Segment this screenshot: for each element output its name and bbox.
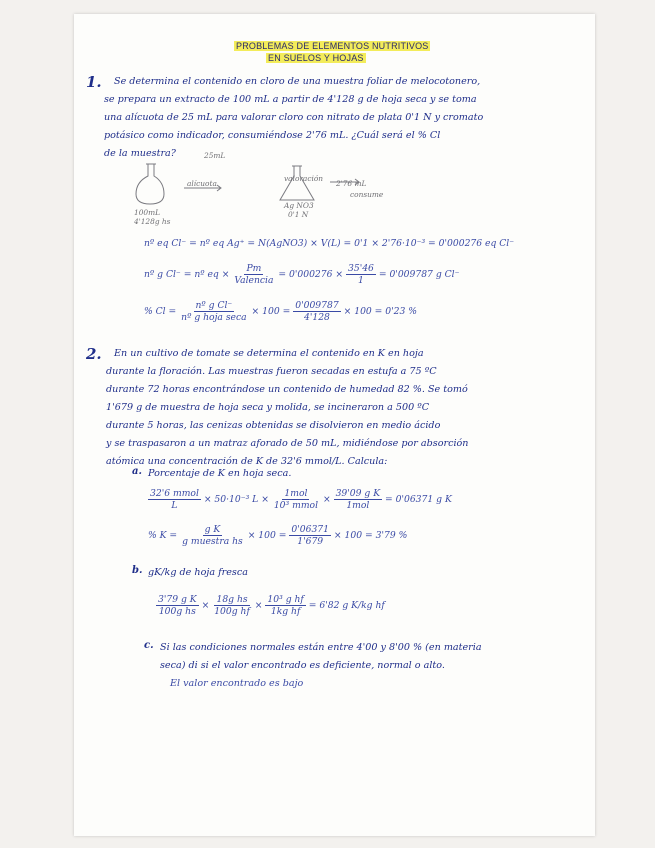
problem-1-line-4: potásico como indicador, consumiéndose 2'76 mL. ¿Cuál será el % Cl [104,130,441,141]
problem-1-eq-1: nº eq Cl⁻ = nº eq Ag⁺ = N(AgNO3) × V(L) = 0'1 × 2'76·10⁻³ = 0'000276 eq Cl⁻ [144,238,515,249]
diagram-aliquot-label: alícuota [187,179,217,188]
problem-1-line-1: Se determina el contenido en cloro de una muestra foliar de melocotonero, [114,76,481,87]
problem-2-line-3: durante 72 horas encontrándose un contenido de humedad 82 %. Se tomó [106,384,468,395]
problem-1-number: 1. [86,73,102,91]
diagram-valoracion-label: valoración [284,174,324,183]
part-c-line-1: Si las condiciones normales están entre 4'00 y 8'00 % (en materia [160,642,482,653]
problem-1-eq-2: nº g Cl⁻ = nº eq × $\frac{Pm}{\text{Valencia}}$ = 0'000276 × $\frac{35'46}{1}$ = 0'009787 g Cl⁻ [144,263,460,286]
diagram-reagent-2: 0'1 N [288,210,309,219]
diagram-flask-label-1: 100mL [134,208,161,217]
part-b-label: b. [132,565,143,576]
part-c-label: c. [144,640,154,651]
part-a-label: a. [132,466,142,477]
part-a-eq-2: % K = $\frac{\text{g K}}{\text{g muestra hs}}$ × 100 = $\frac{0'06371}{1'679}$ × 100 = 3'79 % [148,524,408,547]
problem-2-line-6: y se traspasaron a un matraz aforado de 50 mL, midiéndose por absorción [106,438,469,449]
problem-2-line-2: durante la floración. Las muestras fueron secadas en estufa a 75 ºC [106,366,437,377]
title-line-2: EN SUELOS Y HOJAS [268,53,364,63]
problem-2-line-7: atómica una concentración de K de 32'6 mmol/L. Calcula: [106,456,388,467]
problem-2-number: 2. [86,345,102,363]
diagram-flask-label-2: 4'128g hs [134,217,171,226]
diagram-reagent-1: Ag NO3 [284,201,314,210]
title-line-1: PROBLEMAS DE ELEMENTOS NUTRITIVOS [236,41,429,51]
notebook-page [74,14,595,836]
problem-1-line-2: se prepara un extracto de 100 mL a partir de 4'128 g de hoja seca y se toma [104,94,477,105]
part-a-text: Porcentaje de K en hoja seca. [148,468,292,479]
problem-2-line-5: durante 5 horas, las cenizas obtenidas se disolvieron en medio ácido [106,420,441,431]
part-c-answer: El valor encontrado es bajo [170,678,304,689]
part-a-eq-1: $\frac{\text{32'6 mmol}}{L}$ × 50·10⁻³ L × $\frac{\text{1mol}}{\text{10³ mmol}}$ × $\frac{\text{39'09 g K}}{\text{1mol}}$ = 0'06371 g K [150,488,452,511]
diagram-25ml-label: 25mL [204,151,226,160]
part-b-eq: $\frac{\text{3'79 g K}}{\text{100g hs}}$ × $\frac{\text{18g hs}}{\text{100g hf}}$ × $\frac{\text{10³ g hf}}{\text{1kg hf}}$ = 6'82 g K/kg hf [158,594,385,617]
diagram-consume-1: 2'76 mL [336,179,367,188]
problem-1-line-3: una alícuota de 25 mL para valorar cloro con nitrato de plata 0'1 N y cromato [104,112,484,123]
problem-1-line-5: de la muestra? [104,148,176,159]
problem-1-eq-3: % Cl = $\frac{\text{nº g Cl⁻}}{\text{nº g hoja seca}}$ × 100 = $\frac{0'009787}{4'128}$ × 100 = 0'23 % [144,300,418,323]
problem-2-line-4: 1'679 g de muestra de hoja seca y molida, se incineraron a 500 ºC [106,402,430,413]
part-b-text: gK/kg de hoja fresca [148,567,248,578]
diagram-consume-2: consume [350,190,384,199]
part-c-line-2: seca) di si el valor encontrado es deficiente, normal o alto. [160,660,445,671]
problem-2-line-1: En un cultivo de tomate se determina el contenido en K en hoja [114,348,424,359]
